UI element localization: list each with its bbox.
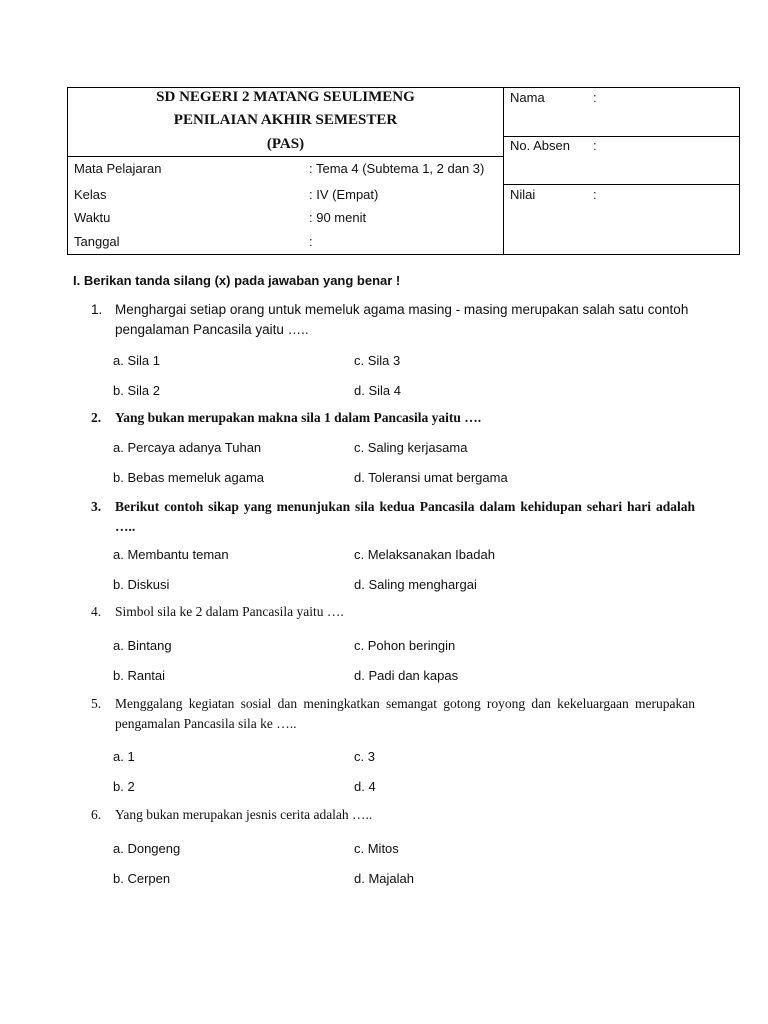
header-table: [67, 87, 740, 255]
field-value-class: : IV (Empat): [309, 187, 379, 202]
table-divider: [503, 184, 739, 185]
option-a[interactable]: a. Bintang: [113, 638, 172, 653]
option-a[interactable]: a. Sila 1: [113, 353, 160, 368]
field-label-score: Nilai: [510, 187, 536, 202]
field-label-class: Kelas: [74, 187, 107, 202]
exam-title: PENILAIAN AKHIR SEMESTER: [173, 112, 398, 128]
field-label-time: Waktu: [74, 210, 111, 225]
option-b[interactable]: b. 2: [113, 779, 135, 794]
option-a[interactable]: a. Membantu teman: [113, 547, 229, 562]
field-label-date: Tanggal: [74, 234, 120, 249]
field-label-subject: Mata Pelajaran: [74, 161, 162, 176]
question-text: Menghargai setiap orang untuk memeluk agama masing - masing merupakan salah satu contoh pengalaman Pancasila yaitu …..: [115, 302, 689, 337]
option-d[interactable]: d. 4: [354, 779, 376, 794]
question-5: [91, 694, 695, 734]
field-value-date[interactable]: :: [309, 234, 313, 249]
option-d[interactable]: d. Padi dan kapas: [354, 668, 459, 683]
question-number: 4.: [91, 604, 102, 619]
option-c[interactable]: c. Saling kerjasama: [354, 440, 468, 455]
question-4: [91, 602, 695, 622]
option-d[interactable]: d. Toleransi umat bergama: [354, 470, 508, 485]
field-value-name[interactable]: :: [593, 90, 597, 105]
option-a[interactable]: a. 1: [113, 749, 135, 764]
question-1: [91, 300, 695, 340]
option-d[interactable]: d. Saling menghargai: [354, 577, 477, 592]
table-divider: [503, 136, 739, 137]
exam-abbr: (PAS): [266, 136, 305, 152]
field-value-time: : 90 menit: [309, 210, 367, 225]
table-divider: [68, 156, 503, 157]
option-c[interactable]: c. Melaksanakan Ibadah: [354, 547, 495, 562]
question-text: Simbol sila ke 2 dalam Pancasila yaitu ….: [115, 604, 344, 619]
question-2: [91, 408, 695, 428]
field-label-name: Nama: [510, 90, 545, 105]
field-value-score[interactable]: :: [593, 187, 597, 202]
question-3: [91, 497, 695, 537]
option-c[interactable]: c. Sila 3: [354, 353, 401, 368]
option-b[interactable]: b. Diskusi: [113, 577, 170, 592]
question-number: 5.: [91, 696, 102, 711]
question-6: [91, 805, 695, 825]
option-c[interactable]: c. Pohon beringin: [354, 638, 456, 653]
option-d[interactable]: d. Majalah: [354, 871, 414, 886]
table-divider: [503, 88, 504, 254]
field-label-absen: No. Absen: [510, 138, 570, 153]
question-number: 1.: [91, 302, 103, 317]
question-text: Yang bukan merupakan jesnis cerita adalah …..: [115, 807, 373, 822]
question-number: 6.: [91, 807, 102, 822]
option-d[interactable]: d. Sila 4: [354, 383, 401, 398]
field-value-absen[interactable]: :: [593, 138, 597, 153]
option-c[interactable]: c. Mitos: [354, 841, 399, 856]
option-a[interactable]: a. Dongeng: [113, 841, 181, 856]
school-name: SD NEGERI 2 MATANG SEULIMENG: [156, 89, 415, 105]
option-a[interactable]: a. Percaya adanya Tuhan: [113, 440, 262, 455]
question-text: Yang bukan merupakan makna sila 1 dalam Pancasila yaitu ….: [115, 410, 482, 425]
section-instruction: I. Berikan tanda silang (x) pada jawaban yang benar !: [73, 273, 401, 288]
question-number: 3.: [91, 499, 102, 514]
option-b[interactable]: b. Rantai: [113, 668, 166, 683]
field-value-subject: : Tema 4 (Subtema 1, 2 dan 3): [309, 161, 485, 176]
question-number: 2.: [91, 410, 102, 425]
option-c[interactable]: c. 3: [354, 749, 375, 764]
question-text: Menggalang kegiatan sosial dan meningkatkan semangat gotong royong dan kekeluargaan merupakan pengamalan Pancasila sila ke …..: [115, 696, 695, 731]
option-b[interactable]: b. Cerpen: [113, 871, 171, 886]
option-b[interactable]: b. Sila 2: [113, 383, 160, 398]
question-text: Berikut contoh sikap yang menunjukan sila kedua Pancasila dalam kehidupan sehari hari adalah …..: [115, 499, 695, 534]
option-b[interactable]: b. Bebas memeluk agama: [113, 470, 265, 485]
